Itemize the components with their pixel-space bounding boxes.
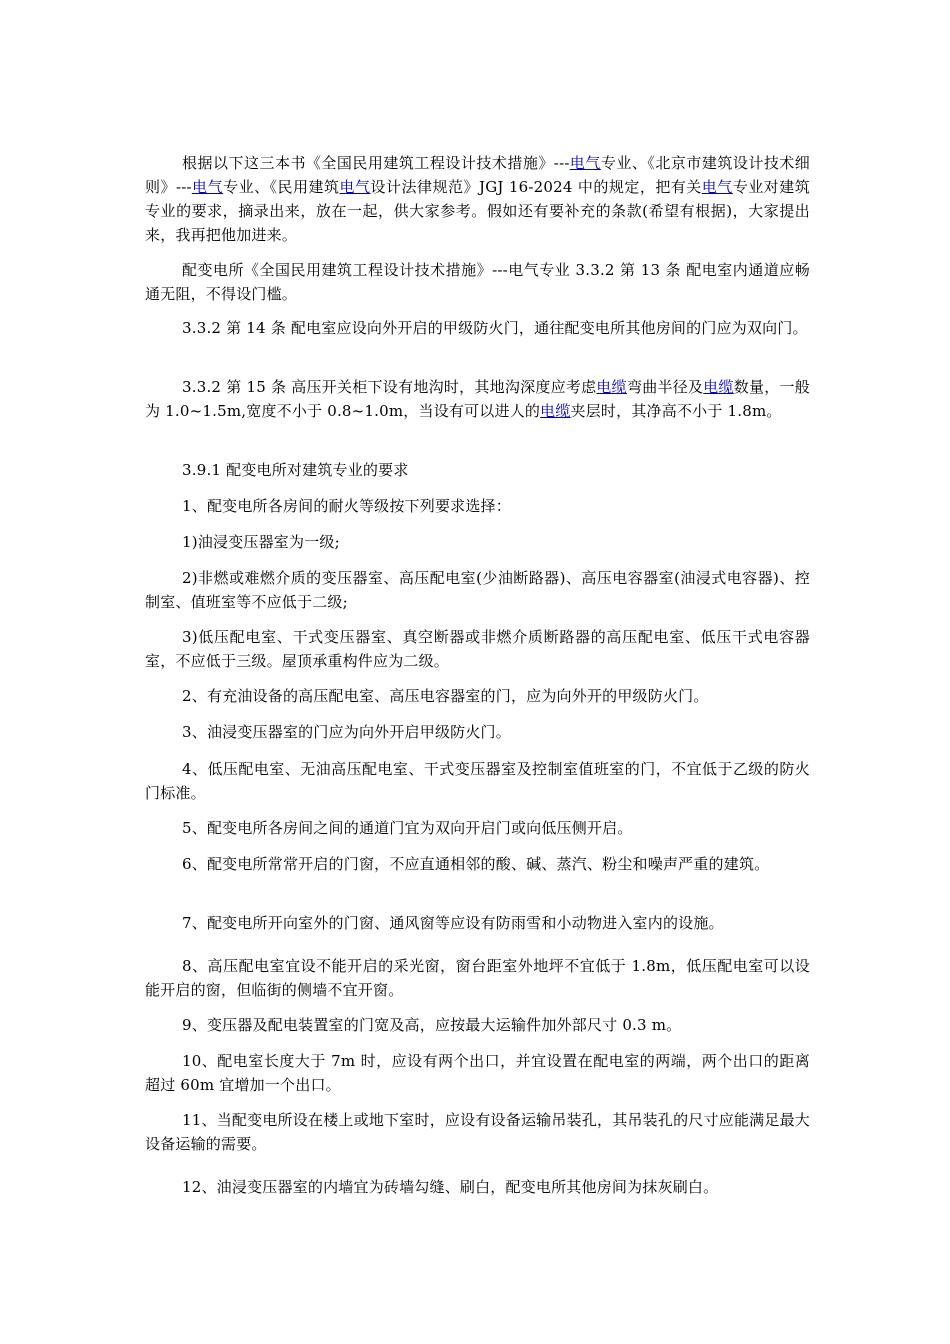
list-item: 1)油浸变压器室为一级; xyxy=(182,533,340,551)
link-dianqi-1[interactable]: 电气 xyxy=(569,154,601,172)
list-item: 6、配变电所常常开启的门窗，不应直通相邻的酸、碱、蒸汽、粉尘和噪声严重的建筑。 xyxy=(182,855,770,873)
clause-15-text-3: 数量，一般为 1.0~1.5m,宽度不小于 0.8~1.0m，当设有可以进人的 xyxy=(145,378,810,420)
intro-text-4: 设计法律规范》JGJ 16-2024 中的规定，把有关 xyxy=(370,178,702,196)
list-item: 5、配变电所各房间之间的通道门宜为双向开启门或向低压侧开启。 xyxy=(182,819,633,837)
clause-15-text-1: 3.3.2 第 15 条 高压开关柜下设有地沟时，其地沟深度应考虑 xyxy=(182,378,597,396)
list-item: 3)低压配电室、干式变压器室、真空断器或非燃介质断路器的高压配电室、低压干式电容器室，不应低于三级。屋顶承重构件应为二级。 xyxy=(145,628,810,670)
clause-14-paragraph: 3.3.2 第 14 条 配电室应设向外开启的甲级防火门，通往配变电所其他房间的门应为双向门。 xyxy=(182,319,808,337)
intro-text-2: 专业、《北京市建筑设计技术细则》--- xyxy=(145,154,811,196)
list-item: 1、配变电所各房间的耐火等级按下列要求选择： xyxy=(182,497,511,515)
list-item: 2、有充油设备的高压配电室、高压电容器室的门，应为向外开的甲级防火门。 xyxy=(182,687,709,705)
clause-15-text-4: 夹层时，其净高不小于 1.8m。 xyxy=(570,402,782,420)
link-dianlan-3[interactable]: 电缆 xyxy=(540,402,571,420)
link-dianqi-3[interactable]: 电气 xyxy=(339,178,371,196)
intro-text-1: 根据以下这三本书《全国民用建筑工程设计技术措施》--- xyxy=(182,154,570,172)
link-dianlan-1[interactable]: 电缆 xyxy=(596,378,627,396)
clause-15-text-2: 弯曲半径及 xyxy=(626,378,704,396)
link-dianlan-2[interactable]: 电缆 xyxy=(703,378,734,396)
list-item: 7、配变电所开向室外的门窗、通风窗等应设有防雨雪和小动物进入室内的设施。 xyxy=(182,914,724,932)
link-dianqi-4[interactable]: 电气 xyxy=(701,178,733,196)
clause-15-paragraph xyxy=(145,375,810,423)
link-dianqi-2[interactable]: 电气 xyxy=(191,178,224,196)
list-item: 2)非燃或难燃介质的变压器室、高压配电室(少油断路器)、高压电容器室(油浸式电容器)、控制室、值班室等不应低于二级; xyxy=(145,569,810,611)
intro-text-5: 专业对建筑专业的要求，摘录出来，放在一起，供大家参考。假如还有要补充的条款(希望有根据)，大家提出来，我再把他加进来。 xyxy=(145,178,810,244)
section-heading-3-9-1: 3.9.1 配变电所对建筑专业的要求 xyxy=(182,461,409,479)
list-item: 10、配电室长度大于 7m 时，应设有两个出口，并宜设置在配电室的两端，两个出口的距离超过 60m 宜增加一个出口。 xyxy=(145,1052,810,1094)
list-item: 9、变压器及配电装置室的门宽及高，应按最大运输件加外部尺寸 0.3 m。 xyxy=(182,1016,682,1034)
list-item: 3、油浸变压器室的门应为向外开启甲级防火门。 xyxy=(182,723,511,741)
list-item: 4、低压配电室、无油高压配电室、干式变压器室及控制室值班室的门，不宜低于乙级的防火门标准。 xyxy=(145,760,810,802)
intro-paragraph xyxy=(145,151,810,247)
list-item: 11、当配变电所设在楼上或地下室时，应设有设备运输吊装孔，其吊装孔的尺寸应能满足最大设备运输的需要。 xyxy=(145,1111,810,1153)
list-item: 8、高压配电室宜设不能开启的采光窗，窗台距室外地坪不宜低于 1.8m，低压配电室可以设能开启的窗，但临街的侧墙不宜开窗。 xyxy=(145,957,810,999)
clause-13-paragraph: 配变电所《全国民用建筑工程设计技术措施》---电气专业 3.3.2 第 13 条 配电室内通道应畅通无阻，不得设门槛。 xyxy=(145,261,810,303)
intro-text-3: 专业、《民用建筑 xyxy=(223,178,340,196)
list-item: 12、油浸变压器室的内墙宜为砖墙勾缝、刷白，配变电所其他房间为抹灰刷白。 xyxy=(182,1178,719,1196)
